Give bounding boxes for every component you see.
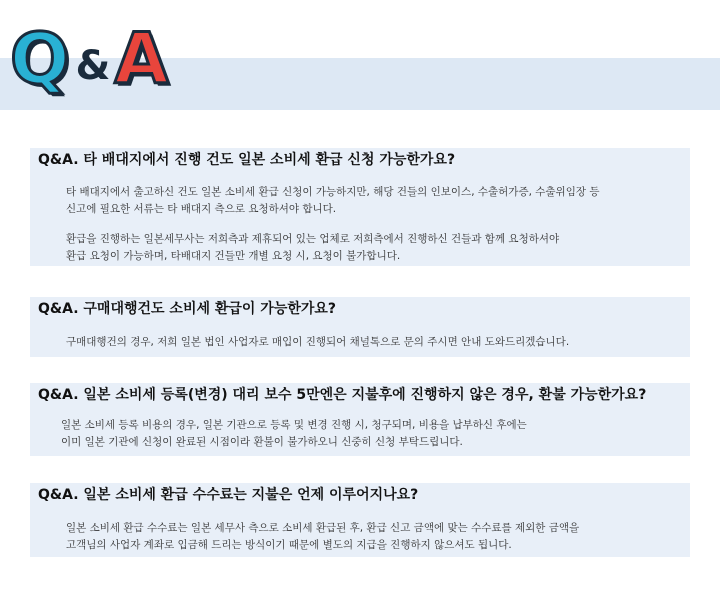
qa-answer [61,417,527,451]
answer-line: 일본 소비세 등록 비용의 경우, 일본 기관으로 등록 및 변경 진행 시, 청구되며, 비용을 납부하신 후에는 [61,419,527,431]
qa-item-3 [30,383,690,456]
answer-line: 일본 소비세 환급 수수료는 일본 세무사 측으로 소비세 환급된 후, 환급 신고 금액에 맞는 수수료를 제외한 금액을 [66,522,580,534]
answer-paragraph [66,520,579,554]
answer-paragraph [66,334,569,351]
logo-a: A [114,18,169,100]
answer-paragraph [61,417,527,451]
qa-item-1 [30,148,690,266]
qa-question: Q&A. 타 배대지에서 진행 건도 일본 소비세 환급 신청 가능한가요? [38,152,456,168]
answer-line: 고객님의 사업자 계좌로 입금해 드리는 방식이기 때문에 별도의 지급을 진행하지 않으셔도 됩니다. [66,539,512,551]
qa-question: Q&A. 일본 소비세 환급 수수료는 지불은 언제 이루어지나요? [38,487,419,503]
qa-answer [66,334,569,351]
qa-question: Q&A. 구매대행건도 소비세 환급이 가능한가요? [38,301,337,317]
qa-item-4 [30,483,690,557]
answer-line: 구매대행건의 경우, 저희 일본 법인 사업자로 매입이 진행되어 채널톡으로 문의 주시면 안내 도와드리겠습니다. [66,336,570,348]
answer-line: 타 배대지에서 출고하신 건도 일본 소비세 환급 신청이 가능하지만, 해당 건들의 인보이스, 수출허가증, 수출위임장 등 [66,186,600,198]
answer-line: 환급 요청이 가능하며, 타배대지 건들만 개별 요청 시, 요청이 불가합니다. [66,250,401,262]
qa-question: Q&A. 일본 소비세 등록(변경) 대리 보수 5만엔은 지불후에 진행하지 않은 경우, 환불 가능한가요? [38,387,647,403]
answer-paragraph [66,184,599,218]
qa-answer [66,520,579,554]
answer-line: 신고에 필요한 서류는 타 배대지 측으로 요청하셔야 합니다. [66,203,337,215]
qa-item-2 [30,297,690,357]
qa-logo [10,14,169,100]
answer-line: 환급을 진행하는 일본세무사는 저희측과 제휴되어 있는 업체로 저희측에서 진행하신 건들과 함께 요청하셔야 [66,233,560,245]
answer-line: 이미 일본 기관에 신청이 완료된 시점이라 환불이 불가하오니 신중히 신청 부탁드립니다. [61,436,463,448]
logo-ampersand: & [75,43,111,89]
answer-paragraph [66,231,599,265]
qa-answer [66,184,599,265]
logo-q: Q [10,18,70,100]
